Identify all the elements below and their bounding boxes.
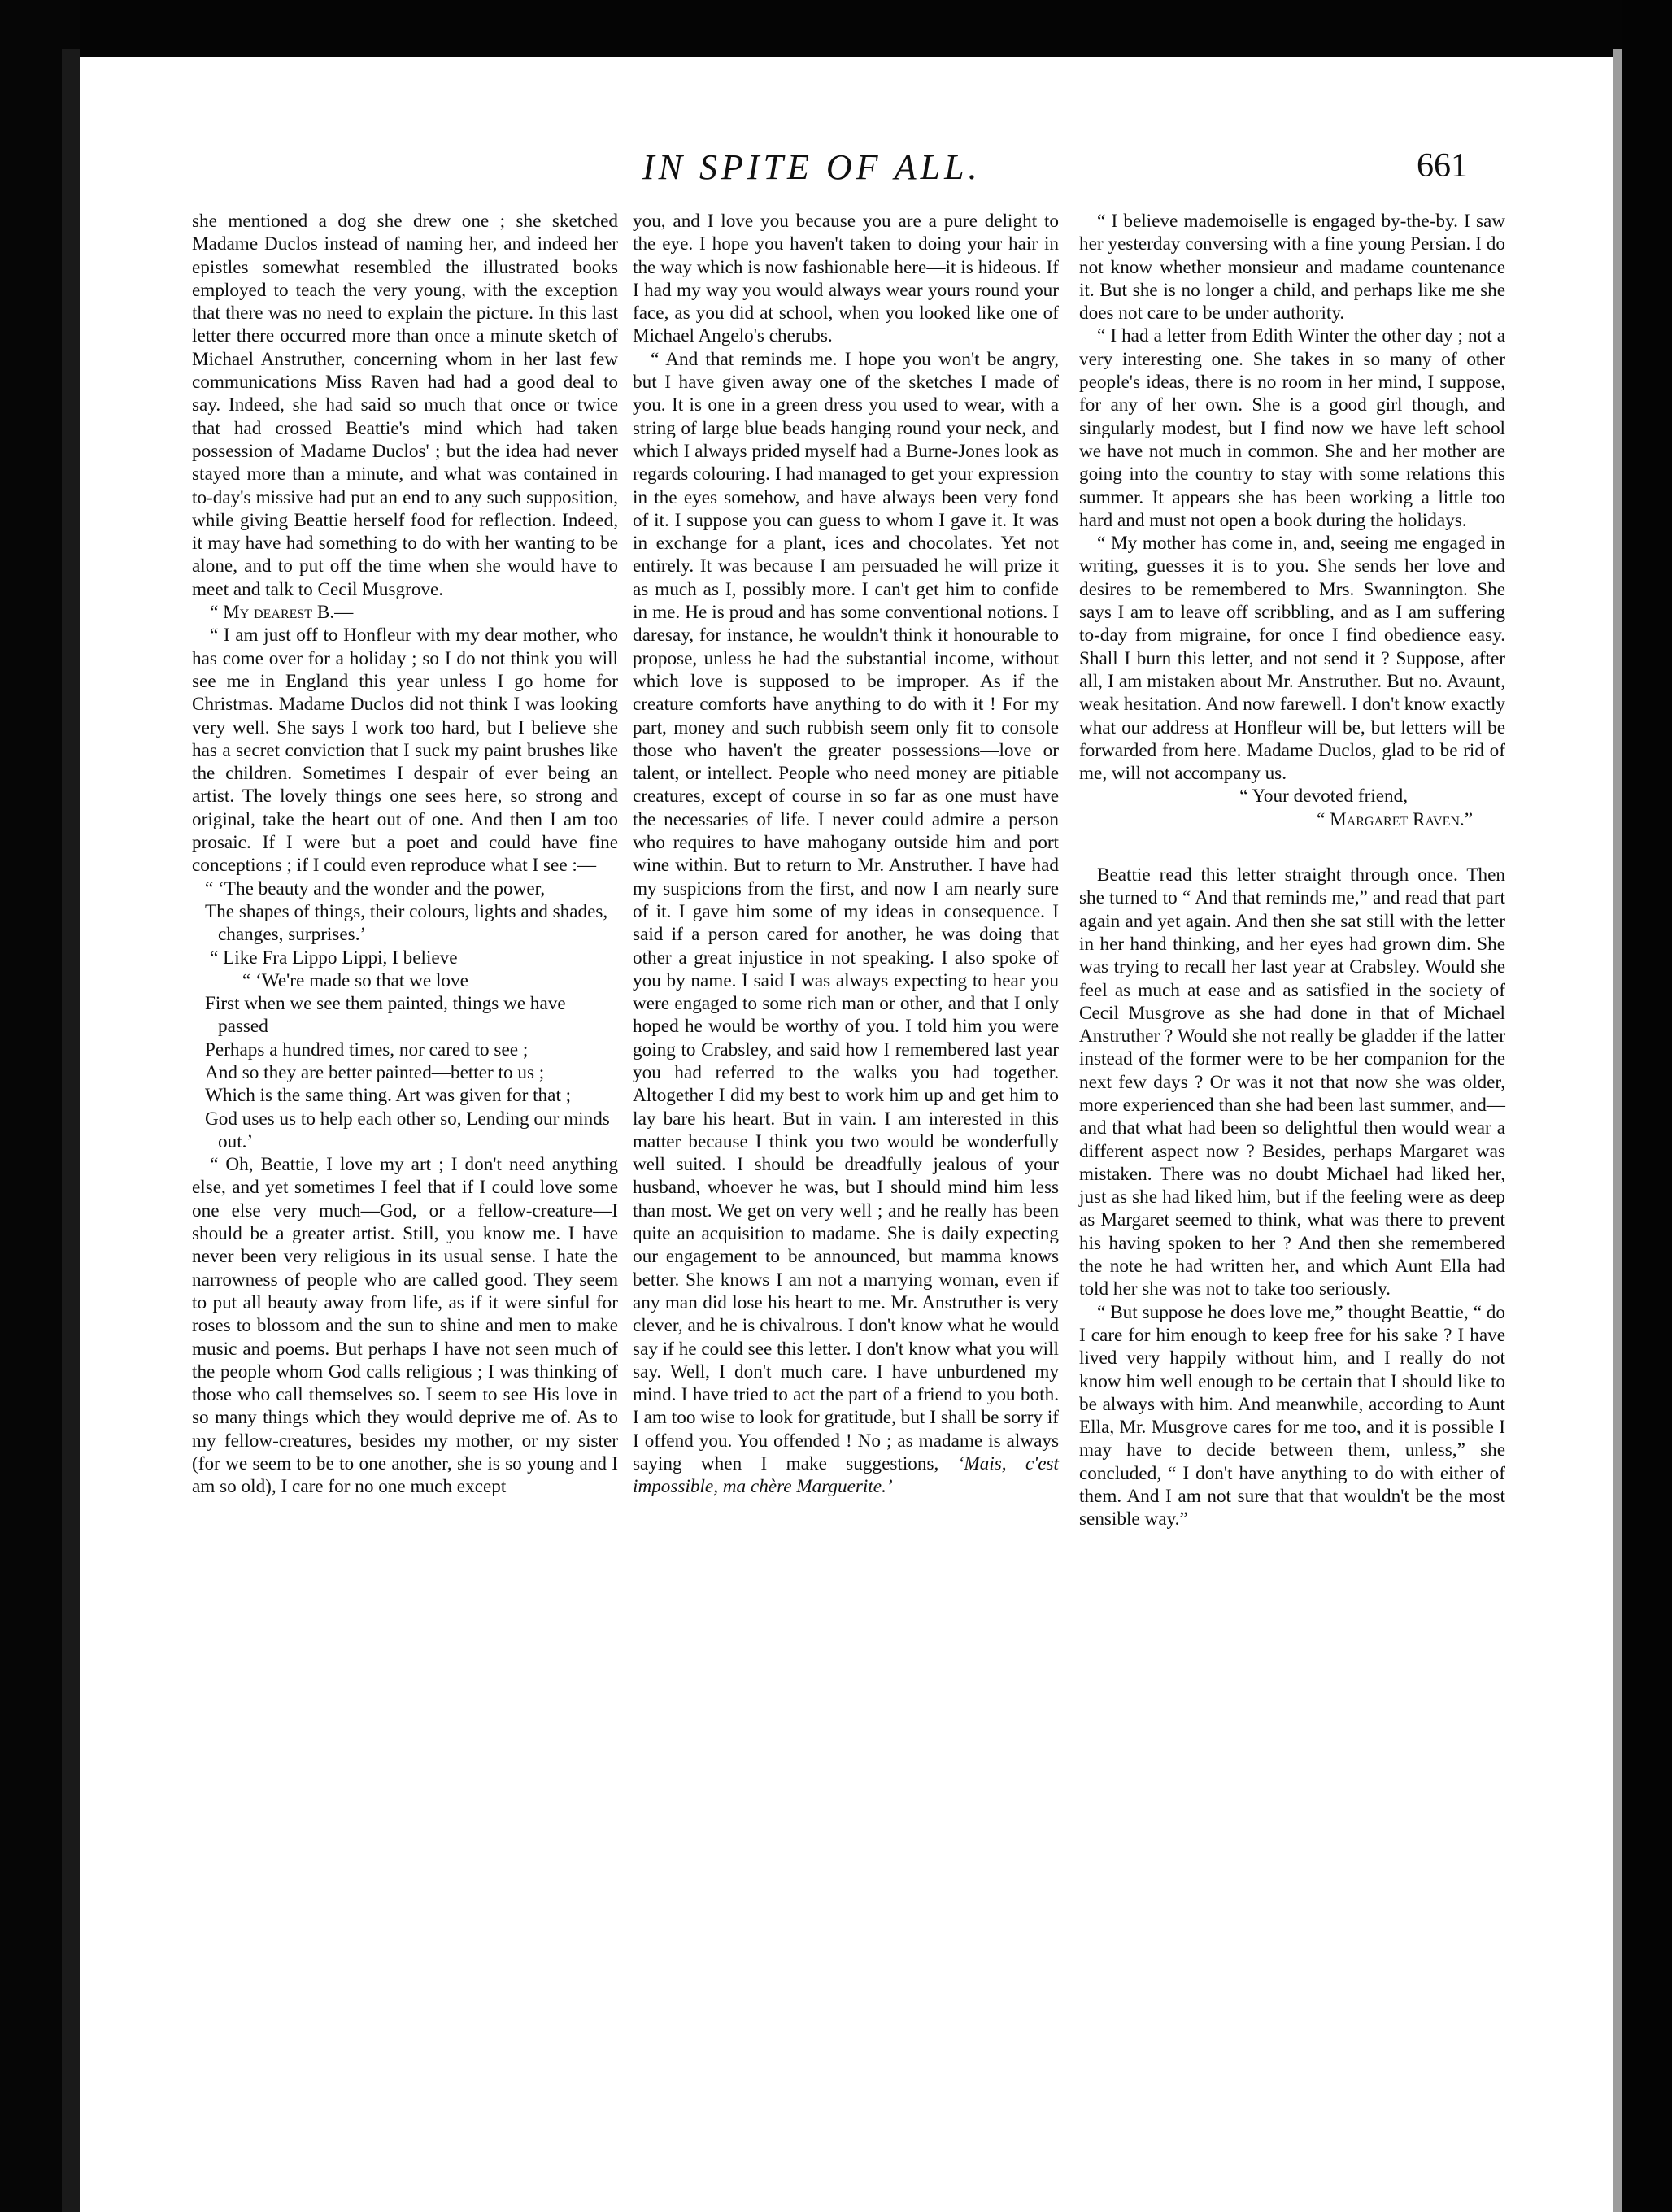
scan-border-top: [0, 0, 1672, 57]
poem-line: “ ‘The beauty and the wonder and the power,: [205, 877, 546, 899]
poem-line: God uses us to help each other so, Lending our minds out.’: [205, 1108, 610, 1152]
text-column-right: [1079, 210, 1505, 1531]
letter-closing: “ Your devoted friend,: [1239, 786, 1408, 808]
french-quote: ‘Mais, c'est impossible, ma chère Marguerite.’: [633, 1453, 1060, 1498]
page-number: 661: [1417, 147, 1468, 185]
paragraph-text: “ And that reminds me. I hope you won't be angry, but I have given away one of the sketches I made of you. It is one in a green dress you used to wear, with a string of large blue beads hanging round your neck, and which I always prided myself had a Burne-Jones look as regards colouring. I had managed to get your expression in the eyes somehow, and have always been very fond of it. I suppose you can guess to whom I gave it. It was in exchange for a plant, ices and chocolates. Yet not entirely. It was because I am persuaded he will prize it as much as I, possibly more. I can't get him to confide in me. He is proud and has some conventional notions. I daresay, for instance, he wouldn't think it honourable to propose, unless he had the substantial income, without which love is supposed to be improper. As if the creature comforts have anything to do with it ! For my part, money and such rubbish seem only fit to console those who haven't the greater possessions—love or talent, or intellect. People who need money are pitiable creatures, except of course in so far as one must have the necessaries of life. I never could admire a person who requires to have mahogany outside him and port wine within. But to return to Mr. Anstruther. I have had my suspicions from the first, and now I am nearly sure of it. I gave him some of my ideas in consequence. I said if a person cared for another, he was doing that other a great injustice in not speaking. I also spoke of you by name. I said I was always expecting to hear you were engaged to some rich man or other, and that I only hoped he would be worthy of you. I told him you were going to Crabsley, and said how I remembered last year you had referred to the walks you had together. Altogether I did my best to work him up and get him to lay bare his heart. But in vain. I am interested in this matter because I think you two would be wonderfully well suited. I should be dreadfully jealous of your husband, whoever he was, but I should mind him less than most. We get on very well ; and he really has been quite an acquisition to madame. She is daily expecting our engagement to be announced, but mamma knows better. She knows I am not a marrying woman, even if any man did lose his heart to me. Mr. Anstruther is very clever, and he is chivalrous. I don't know what he would say if he could see this letter. I don't know what you will say. Well, I don't much care. I have unburdened my mind. I have tried to act the part of a friend to you both. I am too wise to look for gratitude, but I shall be sorry if I offend you. You offended ! No ; as madame is always saying when I make suggestions,: [633, 348, 1059, 1475]
letter-signature: “ Margaret Raven.”: [1317, 808, 1473, 830]
poem-quote: [192, 969, 618, 1153]
paragraph: “ I believe mademoiselle is engaged by-the-by. I saw her yesterday conversing with a fine young Persian. I do not know whether monsieur and madame countenance it. But she is no longer a child, and perhaps like me she does not care to be under authority.: [1079, 211, 1505, 324]
paragraph: “ Oh, Beattie, I love my art ; I don't need anything else, and yet sometimes I feel that if I could love some one else very much—God, or a fellow-creature—I should be a greater artist. Still, you know me. I have never been very religious in its usual sense. I hate the narrowness of people who are called good. They seem to put all beauty away from life, as if it were sinful for roses to blossom and the sun to shine and men to make music and poems. But perhaps I have not seen much of the people whom God calls religious ; I was thinking of those who call themselves so. I seem to see His love in so many things which they would deprive me of. As to my fellow-creatures, besides my mother, or my sister (for we seem to be to one another, she is so young and I am so old), I care for no one much except: [192, 1154, 618, 1498]
running-title: IN SPITE OF ALL.: [642, 147, 982, 187]
paragraph: [633, 348, 1059, 1499]
poem-line: The shapes of things, their colours, lights and shades, changes, surprises.’: [205, 900, 608, 946]
page-edge: [1613, 49, 1622, 2212]
poem-line: Perhaps a hundred times, nor cared to see ;: [205, 1039, 529, 1060]
poem-line: And so they are better painted—better to us ;: [205, 1061, 545, 1083]
paragraph: “ Like Fra Lippo Lippi, I believe: [210, 947, 458, 969]
paragraph: “ I had a letter from Edith Winter the other day ; not a very interesting one. She takes in so many of other people's ideas, there is no room in her mind, I suppose, for any of her own. She is a good girl though, and singularly modest, but I find now we have left school we have not much in common. She and her mother are going into the country to stay with some relations this summer. It appears she has been working a little too hard and must not open a book during the holidays.: [1079, 325, 1505, 531]
scan-border-right: [1622, 0, 1672, 2212]
poem-quote: [192, 877, 618, 947]
book-gutter: [62, 49, 80, 2212]
paragraph: you, and I love you because you are a pure delight to the eye. I hope you haven't taken to doing your hair in the way which is now fashionable here—it is hideous. If I had my way you would always wear yours round your face, as you did at school, when you looked like one of Michael Angelo's cherubs.: [633, 211, 1059, 347]
poem-line: First when we see them painted, things we have passed: [205, 993, 566, 1038]
text-column-left: [192, 210, 618, 1499]
paragraph: “ But suppose he does love me,” thought Beattie, “ do I care for him enough to keep free for his sake ? I have lived very happily without him, and I really do not know him well enough to be certain that I should like to be always with him. And meanwhile, according to Aunt Ella, Mr. Musgrove cares for me too, and it is possible I may have to decide between them, unless,” she concluded, “ I don't have anything to do with either of them. And I am not sure that that wouldn't be the most sensible way.”: [1079, 1301, 1505, 1531]
poem-line: “ ‘We're made so that we love: [242, 969, 468, 991]
poem-line: Which is the same thing. Art was given for that ;: [205, 1085, 572, 1107]
paragraph: “ I am just off to Honfleur with my dear mother, who has come over for a holiday ; so I do not think you will see me in England this year unless I go home for Christmas. Madame Duclos did not think I was looking very well. She says I work too hard, but I believe she has a secret conviction that I suck my paint brushes like the children. Sometimes I despair of ever being an artist. The lovely things one sees here, so strong and original, take the heart out of one. And then I am too prosaic. If I were but a poet and could have fine conceptions ; if I could even reproduce what I see :—: [192, 625, 618, 877]
paragraph: Beattie read this letter straight through once. Then she turned to “ And that reminds me,” and read that part again and yet again. And then she sat still with the letter in her hand thinking, and her eyes had grown dim. She was trying to recall her last year at Crabsley. Would she feel as much at ease and as satisfied in the society of Cecil Musgrove as she had done in that of Michael Anstruther ? Would she not really be gladder if the latter instead of the former were to be her companion for the next few days ? Or was it not that now she was older, more experienced than she had been last summer, and—and that what had been so delightful then would wear a different aspect now ? Besides, perhaps Margaret was mistaken. There was no doubt Michael had liked her, just as she had liked him, but if the feeling were as deep as Margaret seemed to think, what was there to prevent his having spoken to her ? And then she remembered the note he had written her, and which Aunt Ella had told her she was not to take too seriously.: [1079, 864, 1505, 1300]
paragraph: she mentioned a dog she drew one ; she sketched Madame Duclos instead of naming her, and indeed her epistles somewhat resembled the illustrated books employed to teach the very young, with the exception that there was no need to explain the picture. In this last letter there occurred more than once a minute sketch of Michael Anstruther, concerning whom in her last few communications Miss Raven had had a good deal to say. Indeed, she had said so much that once or twice that had crossed Beattie's mind which had taken possession of Madame Duclos' ; but the idea had never stayed more than a minute, and what was contained in to-day's missive had put an end to any such supposition, while giving Beattie herself food for reflection. Indeed, it may have had something to do with her wanting to be alone, and to put off the time when she would have to meet and talk to Cecil Musgrove.: [192, 211, 618, 600]
text-column-middle: [633, 210, 1059, 1499]
letter-salutation: “ My dearest B.—: [210, 602, 354, 624]
paragraph: “ My mother has come in, and, seeing me engaged in writing, guesses it is to you. She sends her love and desires to be remembered to Mrs. Swannington. She says I am to leave off scribbling, and as I am suffering to-day from migraine, for once I find obedience easy. Shall I burn this letter, and not send it ? Suppose, after all, I am mistaken about Mr. Anstruther. But no. Avaunt, weak hesitation. And now farewell. I don't know exactly what our address at Honfleur will be, but letters will be forwarded from here. Madame Duclos, glad to be rid of me, will not accompany us.: [1079, 533, 1505, 785]
